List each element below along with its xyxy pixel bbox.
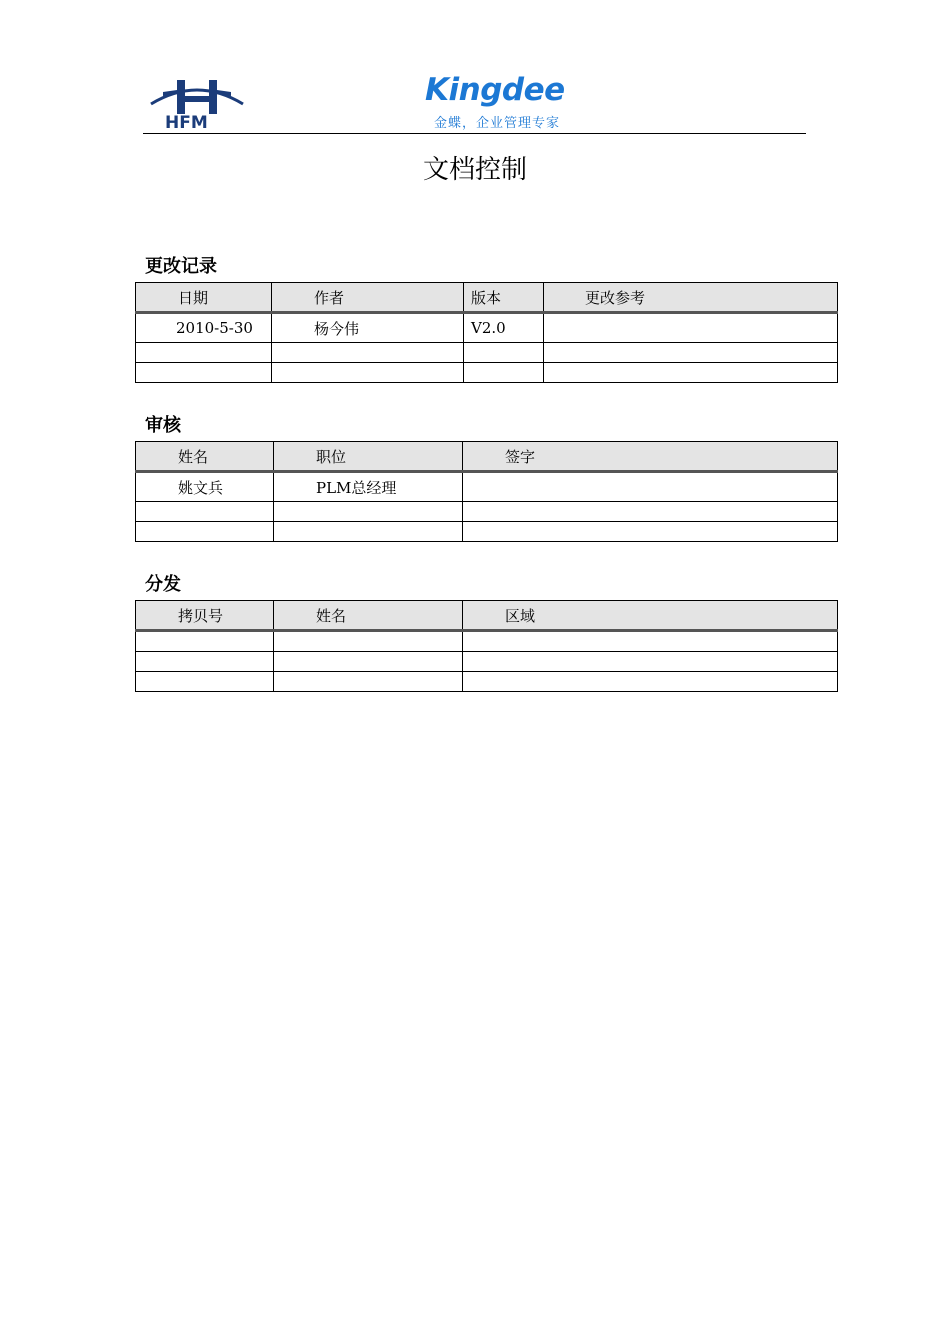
kingdee-logo [425,72,595,134]
table-cell [463,672,838,692]
table-cell [463,472,838,502]
table-cell [274,672,463,692]
header-cell-date: 日期 [136,283,272,313]
table-cell [544,343,838,363]
page-header [143,60,806,135]
table-cell [544,313,838,343]
header-cell-signature: 签字 [463,442,838,472]
table-cell [136,672,274,692]
table-cell [272,363,464,383]
table-cell [274,502,463,522]
header-cell-position: 职位 [274,442,463,472]
table-cell [272,343,464,363]
header-cell-copy-number: 拷贝号 [136,601,274,631]
table-header-row [136,601,838,631]
header-cell-version: 版本 [464,283,544,313]
table-header-row [136,442,838,472]
table-cell [464,363,544,383]
table-row [136,672,838,692]
table-cell [463,631,838,652]
distribution-table [135,600,838,692]
table-row [136,472,838,502]
review-title: 审核 [145,415,181,436]
table-cell: 杨今伟 [272,313,464,343]
review-table [135,441,838,542]
table-cell: 2010-5-30 [136,313,272,343]
table-cell [274,652,463,672]
table-cell [274,631,463,652]
kingdee-logo-tagline: 金蝶，企业管理专家 [434,116,561,131]
table-cell [136,363,272,383]
table-header-row [136,283,838,313]
header-cell-name: 姓名 [136,442,274,472]
table-cell [136,631,274,652]
table-row [136,652,838,672]
table-cell [136,522,274,542]
table-cell [464,343,544,363]
table-cell: PLM总经理 [274,472,463,502]
table-cell [136,502,274,522]
hfm-logo-text: HFM [165,113,208,130]
table-row [136,631,838,652]
table-cell [463,522,838,542]
header-cell-region: 区域 [463,601,838,631]
header-rule [143,133,806,134]
table-row [136,343,838,363]
table-row [136,502,838,522]
hfm-logo [147,70,247,130]
change-log-table [135,282,838,383]
header-cell-reference: 更改参考 [544,283,838,313]
table-cell: 姚文兵 [136,472,274,502]
table-cell [136,343,272,363]
header-cell-name: 姓名 [274,601,463,631]
table-cell [463,652,838,672]
table-cell [544,363,838,383]
table-cell [136,652,274,672]
table-cell [463,502,838,522]
table-cell: V2.0 [464,313,544,343]
header-cell-author: 作者 [272,283,464,313]
table-cell [274,522,463,542]
table-row [136,363,838,383]
document-title: 文档控制 [422,155,527,185]
kingdee-logo-word: Kingdee [425,72,565,108]
table-row [136,313,838,343]
change-log-title: 更改记录 [145,256,217,277]
distribution-title: 分发 [145,574,181,595]
table-row [136,522,838,542]
